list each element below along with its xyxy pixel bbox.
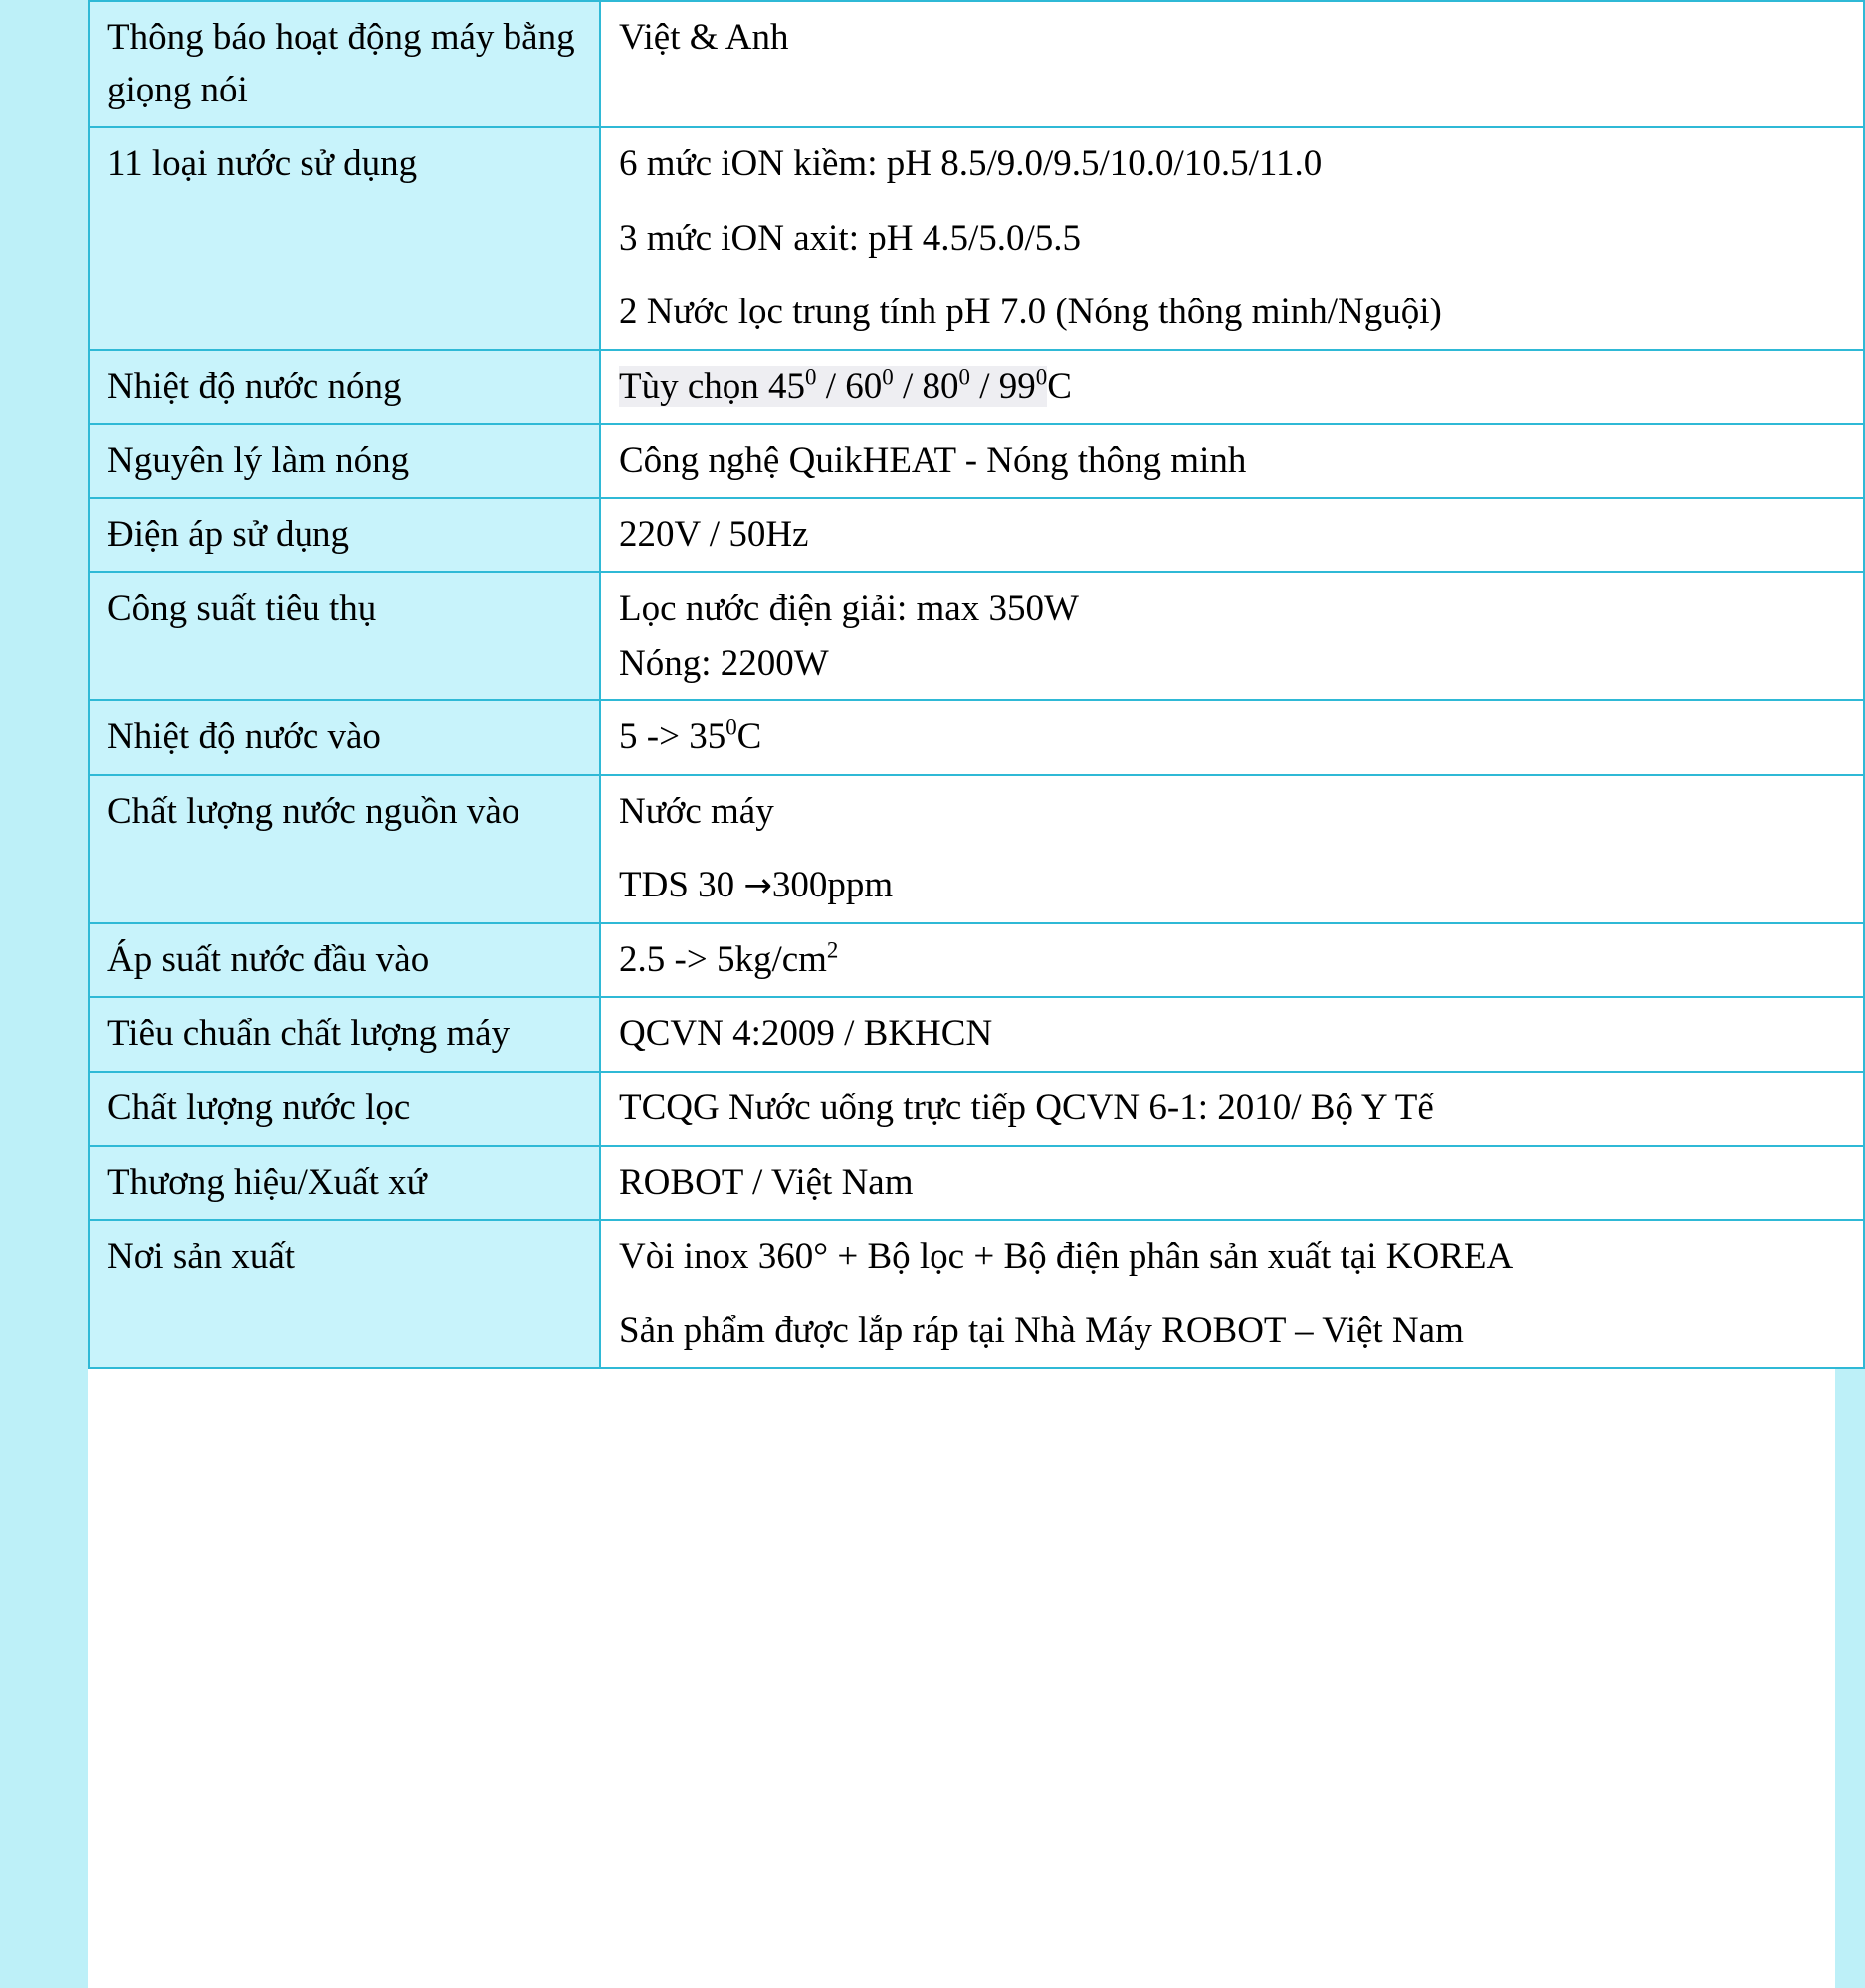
row-value-line: 2 Nước lọc trung tính pH 7.0 (Nóng thông minh/Nguội) — [619, 292, 1442, 333]
row-value-line: Việt & Anh — [619, 17, 789, 58]
row-label-cell — [89, 572, 600, 700]
table-row — [89, 923, 1864, 998]
row-value-line: Nước máy — [619, 790, 774, 832]
row-value-cell — [600, 498, 1864, 573]
table-row — [89, 1, 1864, 127]
row-label: Công suất tiêu thụ — [107, 588, 377, 630]
row-label-cell — [89, 1220, 600, 1368]
row-value-cell — [600, 775, 1864, 923]
row-value-line: Sản phẩm được lắp ráp tại Nhà Máy ROBOT – Việt Nam — [619, 1309, 1464, 1351]
table-row — [89, 700, 1864, 775]
row-label-cell — [89, 1, 600, 127]
row-label-cell — [89, 1072, 600, 1146]
row-label: Điện áp sử dụng — [107, 513, 350, 555]
row-value-cell — [600, 923, 1864, 998]
row-value-line: Công nghệ QuikHEAT - Nóng thông minh — [619, 440, 1247, 482]
row-value-cell — [600, 350, 1864, 425]
table-row — [89, 1220, 1864, 1368]
row-label-cell — [89, 350, 600, 425]
row-label: Nhiệt độ nước nóng — [107, 365, 402, 407]
row-value-line: TDS 30 →300ppm — [619, 865, 894, 906]
row-label-cell — [89, 498, 600, 573]
row-value-cell — [600, 700, 1864, 775]
row-value-line: ROBOT / Việt Nam — [619, 1161, 914, 1203]
row-value-line: TCQG Nước uống trực tiếp QCVN 6-1: 2010/ Bộ Y Tế — [619, 1087, 1434, 1128]
row-value-line: Lọc nước điện giải: max 350W — [619, 588, 1079, 630]
row-label: Tiêu chuẩn chất lượng máy — [107, 1013, 511, 1055]
row-value-cell — [600, 1072, 1864, 1146]
row-value-line: 220V / 50Hz — [619, 513, 809, 555]
row-value-cell — [600, 1, 1864, 127]
table-row — [89, 127, 1864, 350]
table-row — [89, 775, 1864, 923]
table-row — [89, 997, 1864, 1072]
row-label-cell — [89, 127, 600, 350]
row-value-cell — [600, 1220, 1864, 1368]
row-label: 11 loại nước sử dụng — [107, 143, 418, 185]
row-label-cell — [89, 997, 600, 1072]
row-label: Thương hiệu/Xuất xứ — [107, 1161, 427, 1203]
row-value-cell — [600, 424, 1864, 498]
row-value-line: 6 mức iON kiềm: pH 8.5/9.0/9.5/10.0/10.5/11.0 — [619, 143, 1323, 185]
row-label: Chất lượng nước lọc — [107, 1087, 411, 1128]
table-row — [89, 572, 1864, 700]
left-background-strip — [0, 0, 88, 1988]
row-value-line: Nóng: 2200W — [619, 642, 829, 684]
row-value-cell — [600, 997, 1864, 1072]
row-label: Chất lượng nước nguồn vào — [107, 790, 520, 832]
row-label-cell — [89, 775, 600, 923]
row-value-line: Vòi inox 360° + Bộ lọc + Bộ điện phân sản xuất tại KOREA — [619, 1236, 1514, 1278]
row-value-line: 3 mức iON axit: pH 4.5/5.0/5.5 — [619, 217, 1082, 259]
table-row — [89, 498, 1864, 573]
row-label-cell — [89, 700, 600, 775]
row-value-cell — [600, 127, 1864, 350]
row-value-line: $5 -> 35^0C$ — [619, 714, 762, 758]
row-label: Áp suất nước đầu vào — [107, 938, 430, 980]
row-value-line: QCVN 4:2009 / BKHCN — [619, 1013, 993, 1055]
table-row — [89, 1146, 1864, 1221]
row-label-cell — [89, 424, 600, 498]
row-label: Nguyên lý làm nóng — [107, 440, 410, 482]
table-row — [89, 1072, 1864, 1146]
row-value-cell — [600, 572, 1864, 700]
row-value-cell — [600, 1146, 1864, 1221]
row-label-cell — [89, 1146, 600, 1221]
row-value-line: $2.5 -> 5kg/cm^2$ — [619, 937, 839, 980]
row-label: Nhiệt độ nước vào — [107, 716, 381, 758]
row-value-line: Tùy chọn $45^0 / 60^0 / 80^0 / 99^0C$ — [619, 364, 1072, 407]
table-row — [89, 350, 1864, 425]
row-label: Thông báo hoạt động máy bằng giọng nói — [107, 17, 575, 110]
row-label-cell — [89, 923, 600, 998]
row-label: Nơi sản xuất — [107, 1236, 296, 1278]
table-row — [89, 424, 1864, 498]
specification-table — [88, 0, 1865, 1369]
